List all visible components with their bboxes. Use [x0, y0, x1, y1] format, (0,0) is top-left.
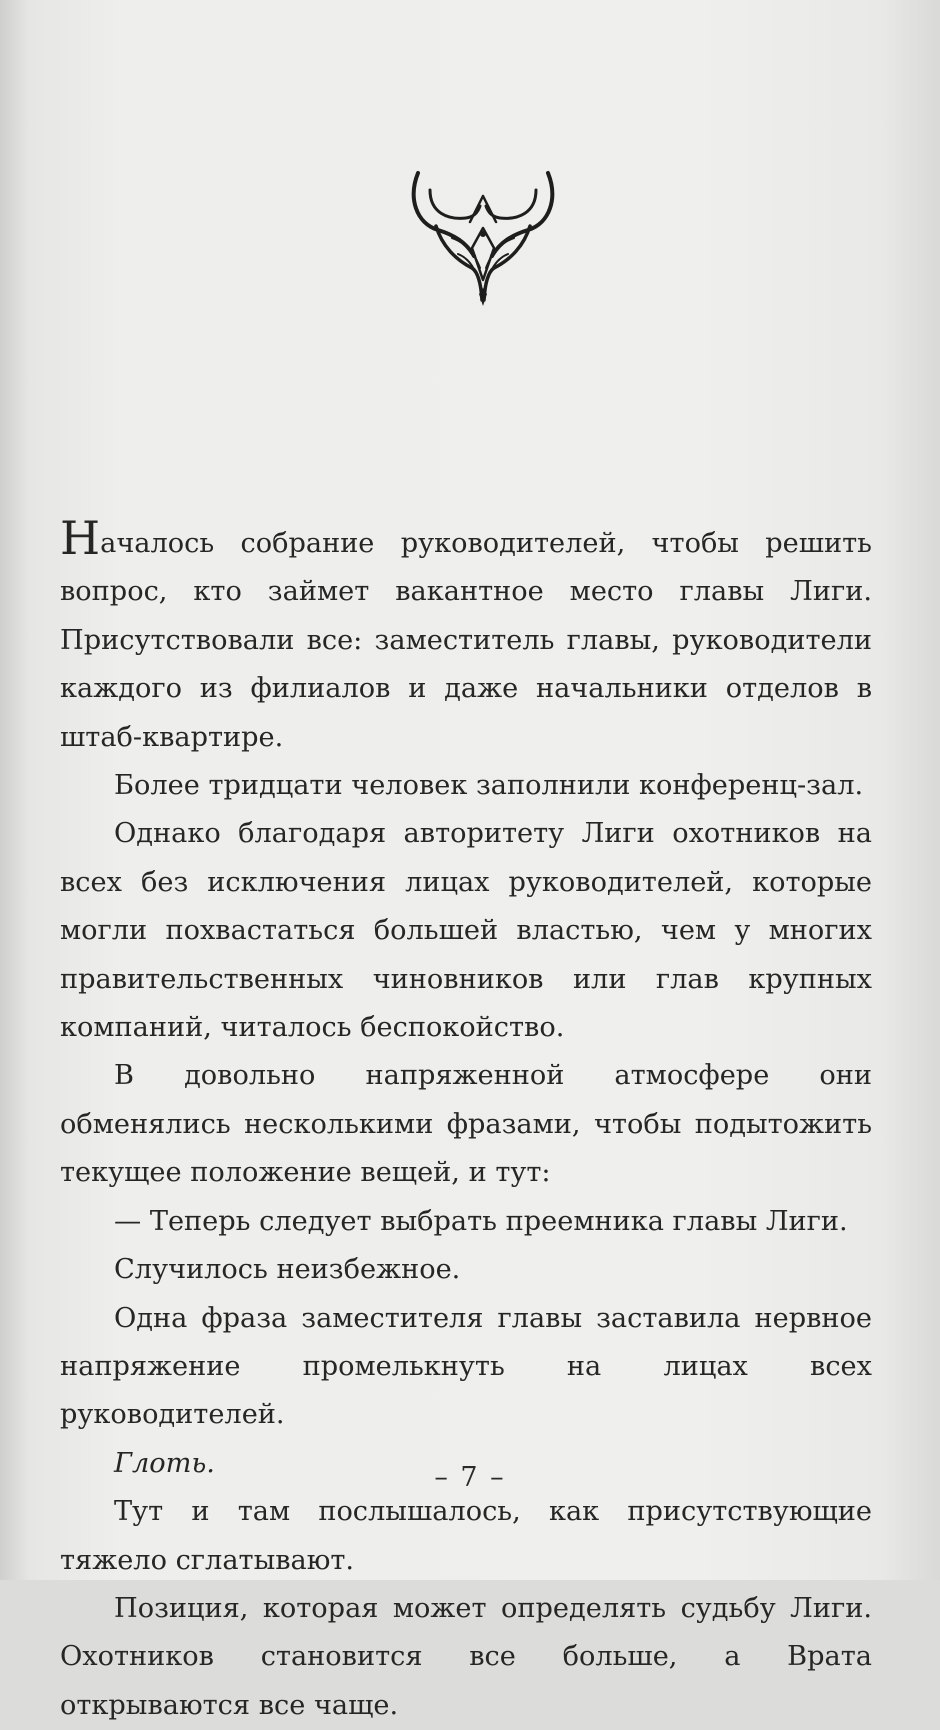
dialogue-line: — Теперь следует выбрать преемника главы Лиги. — [114, 1205, 848, 1237]
paragraph-7: Одна фраза заместителя главы заставила нервное напряжение промелькнуть на лицах всех руководителей. — [60, 1302, 872, 1431]
paragraph-6: Случилось неизбежное. — [114, 1254, 461, 1286]
page-number: – 7 – — [434, 1462, 506, 1493]
paragraph-10: Позиция, которая может определять судьбу Лиги. Охотников становится все больше, а Врата открываются все чаще. — [60, 1592, 872, 1721]
paragraph-3: Однако благодаря авторитету Лиги охотников на всех без исключения лицах руководителей, которые могли похвастаться большей властью, чем у многих правительственных чиновников или глав крупных компаний, читалось беспокойство. — [60, 818, 872, 1044]
paragraph-2: Более тридцати человек заполнили конференц-зал. — [114, 770, 864, 802]
sound-effect-line: Глоть. — [114, 1447, 215, 1479]
chapter-text — [60, 511, 872, 1730]
paragraph-9: Тут и там послышалось, как присутствующие тяжело сглатывают. — [60, 1496, 872, 1576]
tribal-horns-ornament-icon — [408, 168, 558, 308]
drop-cap: Н — [60, 511, 101, 565]
paragraph-1-text: ачалось собрание руководителей, чтобы решить вопрос, кто займет вакантное место главы Лиги. Присутствовали все: заместитель главы, руководители каждого из филиалов и даже начальники отделов в штаб-квартире. — [60, 528, 872, 753]
paragraph-4: В довольно напряженной атмосфере они обменялись несколькими фразами, чтобы подытожить текущее положение вещей, и тут: — [60, 1060, 872, 1189]
paragraph-1 — [60, 511, 872, 762]
